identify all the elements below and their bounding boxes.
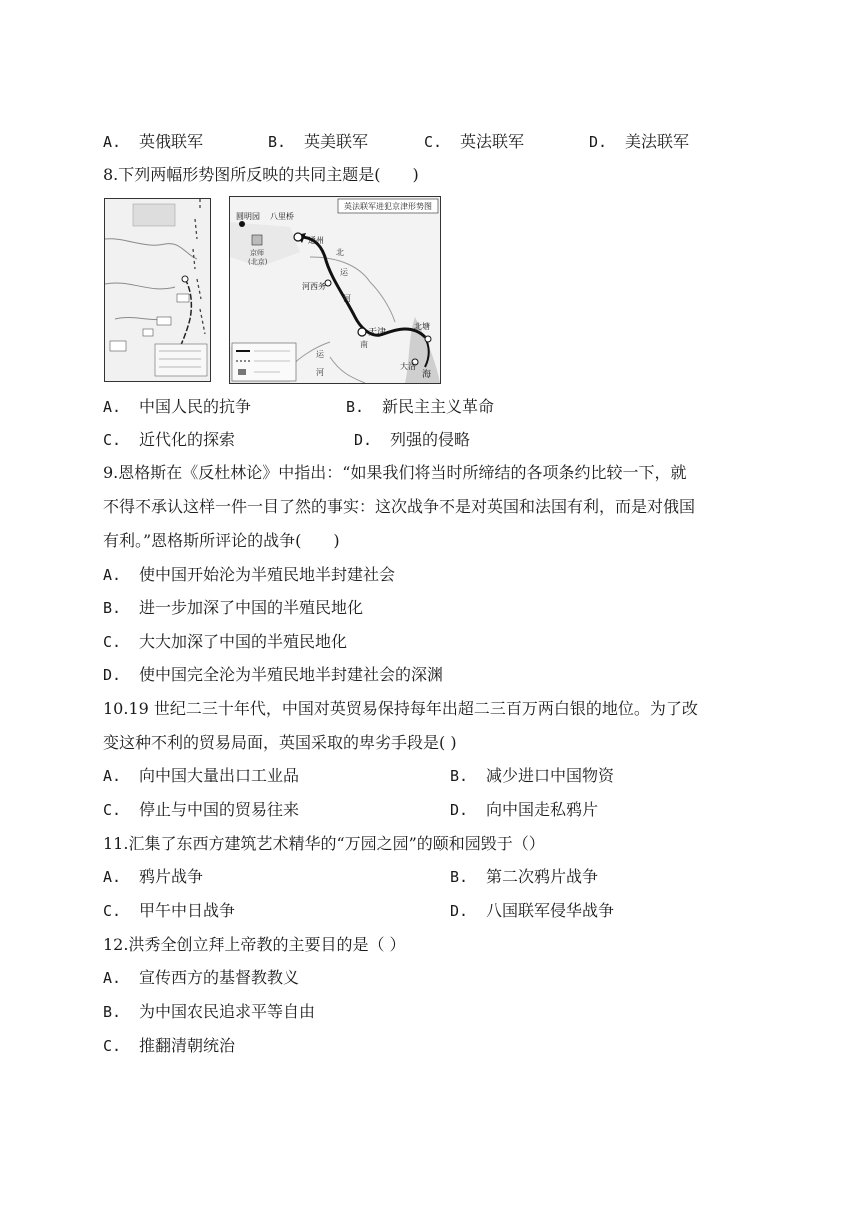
q12-stem: 12.洪秀全创立拜上帝教的主要目的是（ ） [103,935,406,954]
q9-stem-line-1: 9.恩格斯在《反杜林论》中指出：“如果我们将当时所缔结的各项条约比较一下，就 [103,463,687,482]
q9-stem-line-2: 不得不承认这样一件一目了然的事实：这次战争不是对英国和法国有利，而是对俄国 [103,497,696,516]
q8-option-b: B. 新民主主义革命 [346,397,495,416]
label-river-3: 河 [343,294,351,303]
label-sea: 海 [422,370,432,380]
q9-option-a: A. 使中国开始沦为半殖民地半封建社会 [103,565,396,584]
q7-option-d: D. 美法联军 [589,132,690,151]
q11-option-b: B. 第二次鸦片战争 [450,867,599,886]
label-beijing: (北京) [248,258,268,266]
map-right [229,196,441,384]
q10-option-c: C. 停止与中国的贸易往来 [103,800,300,819]
q7-option-a: A. 英俄联军 [103,132,204,151]
map-left [104,198,211,382]
q8-stem: 8.下列两幅形势图所反映的共同主题是( ) [103,165,419,184]
q10-option-d: D. 向中国走私鸦片 [450,800,599,819]
q10-stem-line-1: 10.19 世纪二三十年代，中国对英贸易保持每年出超二三百万两白银的地位。为了改 [103,699,698,718]
q12-option-a: A. 宣传西方的基督教教义 [103,968,300,987]
label-dagu: 大沽 [400,362,416,371]
q8-option-c: C. 近代化的探索 [103,430,236,449]
label-baliqiao: 八里桥 [270,212,294,221]
map-right-title: 英法联军进犯京津形势图 [344,202,432,211]
label-tianjin: 天津 [368,328,387,338]
label-tongzhou: 通州 [308,236,324,245]
label-river-2: 运 [340,268,348,277]
label-river-6: 河 [316,368,324,377]
label-river-1: 北 [336,248,344,257]
q7-option-c: C. 英法联军 [424,132,525,151]
q10-stem-line-2: 变这种不利的贸易局面，英国采取的卑劣手段是( ) [103,733,457,752]
q9-stem-line-3: 有利。”恩格斯所评论的战争( ) [103,531,340,550]
q10-option-b: B. 减少进口中国物资 [450,766,615,785]
q11-option-d: D. 八国联军侵华战争 [450,901,615,920]
map-left-drawing [105,199,210,381]
label-jingshi: 京师 [250,249,264,257]
q9-option-c: C. 大大加深了中国的半殖民地化 [103,632,348,651]
q9-option-b: B. 进一步加深了中国的半殖民地化 [103,598,364,617]
label-beitang: 北塘 [414,322,430,331]
map-right-drawing [230,197,440,383]
q9-option-d: D. 使中国完全沦为半殖民地半封建社会的深渊 [103,665,444,684]
q11-option-c: C. 甲午中日战争 [103,901,236,920]
q12-option-c: C. 推翻清朝统治 [103,1036,236,1055]
q8-option-d: D. 列强的侵略 [354,430,471,449]
q12-option-b: B. 为中国农民追求平等自由 [103,1002,316,1021]
label-yuanmingyuan: 圆明园 [236,212,260,221]
q11-option-a: A. 鸦片战争 [103,867,204,886]
q11-stem: 11.汇集了东西方建筑艺术精华的“万园之园”的颐和园毁于（） [103,834,545,853]
q10-option-a: A. 向中国大量出口工业品 [103,766,300,785]
q7-option-b: B. 英美联军 [268,132,369,151]
label-hexiwu: 河西务 [302,282,326,291]
label-river-4: 南 [360,340,368,349]
label-river-5: 运 [316,350,324,359]
q8-option-a: A. 中国人民的抗争 [103,397,252,416]
